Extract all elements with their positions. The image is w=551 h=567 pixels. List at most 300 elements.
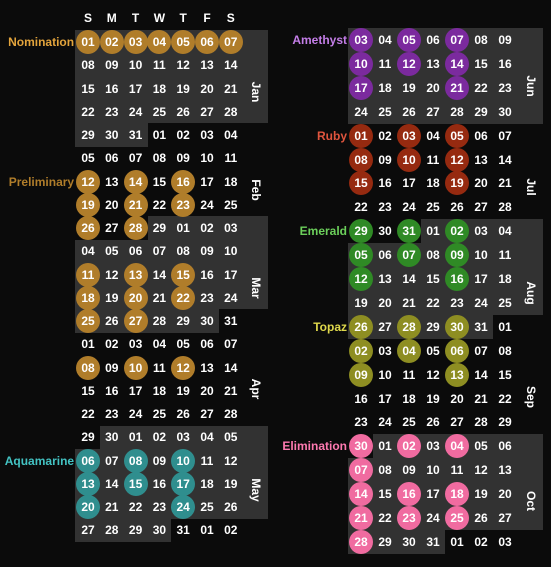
day-cell: 19 <box>354 295 368 310</box>
day-cell: 02 <box>378 128 392 143</box>
day-cell: 29 <box>81 430 95 445</box>
day-cell: 03 <box>124 30 148 54</box>
day-cell: 20 <box>200 81 214 96</box>
day-cell: 20 <box>76 495 100 519</box>
day-cell: 22 <box>81 407 95 421</box>
day-cell: 24 <box>378 415 392 430</box>
day-cell: 28 <box>152 314 167 328</box>
day-cell: 06 <box>474 128 488 143</box>
day-cell: 22 <box>426 295 440 310</box>
day-cell: 13 <box>200 360 214 375</box>
day-cell: 13 <box>445 363 469 387</box>
day-cell: 16 <box>445 267 469 291</box>
day-cell: 10 <box>397 148 421 172</box>
day-cell: 27 <box>378 319 392 334</box>
day-cell: 18 <box>445 482 469 506</box>
weekday-header: S <box>226 11 235 25</box>
day-cell: 26 <box>76 216 100 240</box>
day-cell: 09 <box>378 152 392 167</box>
day-cell: 24 <box>402 200 416 215</box>
event-label-preliminary: Preliminary <box>8 174 75 189</box>
day-cell: 13 <box>426 56 440 71</box>
weekday-header: M <box>106 11 117 25</box>
day-cell: 04 <box>200 430 214 445</box>
day-cell: 30 <box>200 314 214 328</box>
day-cell: 04 <box>81 244 95 259</box>
day-cell: 09 <box>176 151 190 166</box>
day-cell: 12 <box>76 170 100 194</box>
day-cell: 27 <box>81 523 95 538</box>
day-cell: 26 <box>426 415 440 430</box>
day-cell: 15 <box>81 383 95 398</box>
day-cell: 23 <box>450 295 464 310</box>
day-cell: 19 <box>402 80 416 95</box>
day-cell: 14 <box>474 367 488 382</box>
day-cell: 29 <box>498 415 512 430</box>
day-cell: 28 <box>224 407 238 421</box>
day-cell: 25 <box>76 309 100 333</box>
day-cell: 05 <box>171 30 195 54</box>
day-cell: 12 <box>349 267 373 291</box>
day-cell: 03 <box>176 430 190 445</box>
day-cell: 11 <box>76 263 100 287</box>
day-cell: 11 <box>224 151 238 166</box>
day-cell: 10 <box>378 367 392 382</box>
day-cell: 06 <box>105 151 119 166</box>
day-cell: 18 <box>152 81 167 96</box>
day-cell: 21 <box>474 391 488 406</box>
day-cell: 24 <box>200 197 214 212</box>
day-cell: 18 <box>378 80 392 95</box>
day-cell: 08 <box>76 356 100 380</box>
day-cell: 31 <box>397 219 421 243</box>
event-label-emerald: Emerald <box>299 224 347 239</box>
day-cell: 01 <box>200 523 214 538</box>
day-cell: 06 <box>200 337 214 352</box>
day-cell: 22 <box>128 500 143 514</box>
day-cell: 11 <box>426 152 440 167</box>
day-cell: 21 <box>498 176 512 191</box>
day-cell: 10 <box>349 52 373 76</box>
day-cell: 09 <box>152 453 167 468</box>
day-cell: 19 <box>445 171 469 195</box>
day-cell: 14 <box>498 152 512 167</box>
day-cell: 21 <box>402 295 416 310</box>
day-cell: 06 <box>378 248 392 263</box>
day-cell: 30 <box>402 534 416 549</box>
month-label-feb: Feb <box>249 179 263 201</box>
day-cell: 20 <box>200 383 214 398</box>
month-label-jul: Jul <box>524 178 538 196</box>
day-cell: 16 <box>378 176 392 191</box>
day-cell: 01 <box>349 124 373 148</box>
day-cell: 06 <box>76 449 100 473</box>
day-cell: 01 <box>498 319 512 334</box>
day-cell: 21 <box>124 193 148 217</box>
day-cell: 19 <box>224 476 238 491</box>
event-label-elimination: Elimination <box>282 439 347 454</box>
day-cell: 28 <box>397 315 421 339</box>
day-cell: 05 <box>349 243 373 267</box>
day-cell: 18 <box>426 176 440 191</box>
day-cell: 14 <box>224 360 238 375</box>
day-cell: 02 <box>200 221 214 235</box>
day-cell: 26 <box>105 314 119 328</box>
day-cell: 25 <box>426 200 440 215</box>
day-cell: 09 <box>105 58 119 73</box>
day-cell: 15 <box>349 171 373 195</box>
day-cell: 04 <box>445 434 469 458</box>
day-cell: 07 <box>445 28 469 52</box>
day-cell: 15 <box>474 56 488 71</box>
month-label-jan: Jan <box>249 81 263 103</box>
day-cell: 02 <box>105 337 119 352</box>
day-cell: 14 <box>445 52 469 76</box>
day-cell: 14 <box>349 482 373 506</box>
day-cell: 07 <box>474 343 488 358</box>
day-cell: 03 <box>397 124 421 148</box>
day-cell: 15 <box>152 174 167 189</box>
day-cell: 01 <box>450 534 464 549</box>
day-cell: 07 <box>397 243 421 267</box>
day-cell: 20 <box>378 295 392 310</box>
day-cell: 21 <box>105 500 119 514</box>
day-cell: 07 <box>498 128 512 143</box>
day-cell: 08 <box>81 58 95 73</box>
day-cell: 30 <box>105 430 119 445</box>
day-cell: 18 <box>152 383 167 398</box>
day-cell: 19 <box>76 193 100 217</box>
day-cell: 17 <box>128 383 143 398</box>
day-cell: 26 <box>450 200 464 215</box>
event-label-nomination: Nomination <box>8 35 75 49</box>
day-cell: 14 <box>105 476 119 491</box>
day-cell: 14 <box>224 58 238 73</box>
day-cell: 09 <box>200 244 214 259</box>
day-cell: 23 <box>105 104 119 119</box>
day-cell: 10 <box>128 58 143 73</box>
day-cell: 28 <box>450 104 464 119</box>
day-cell: 04 <box>498 224 512 239</box>
day-cell: 29 <box>426 319 440 334</box>
day-cell: 02 <box>397 434 421 458</box>
day-cell: 17 <box>402 176 416 191</box>
day-cell: 08 <box>152 151 167 166</box>
day-cell: 02 <box>349 339 373 363</box>
day-cell: 20 <box>124 286 148 310</box>
day-cell: 30 <box>445 315 469 339</box>
weekday-header: T <box>179 11 187 25</box>
day-cell: 08 <box>124 449 148 473</box>
day-cell: 21 <box>152 290 167 305</box>
day-cell: 17 <box>200 174 214 189</box>
day-cell: 28 <box>498 200 512 215</box>
day-cell: 07 <box>105 453 119 468</box>
day-cell: 29 <box>128 523 143 538</box>
month-label-apr: Apr <box>249 378 263 400</box>
day-cell: 16 <box>354 391 368 406</box>
day-cell: 09 <box>105 360 119 375</box>
day-cell: 09 <box>445 243 469 267</box>
day-cell: 13 <box>378 272 392 286</box>
day-cell: 21 <box>224 383 238 398</box>
day-cell: 17 <box>349 76 373 100</box>
day-cell: 23 <box>397 506 421 530</box>
day-cell: 01 <box>76 30 100 54</box>
day-cell: 28 <box>349 530 373 554</box>
day-cell: 17 <box>378 391 392 406</box>
day-cell: 15 <box>171 263 195 287</box>
event-label-aquamarine: Aquamarine <box>4 453 75 468</box>
day-cell: 11 <box>378 56 392 71</box>
day-cell: 16 <box>498 56 512 71</box>
day-cell: 24 <box>171 495 195 519</box>
day-cell: 13 <box>498 463 512 478</box>
day-cell: 14 <box>124 170 148 194</box>
day-cell: 23 <box>152 500 167 514</box>
day-cell: 15 <box>378 487 392 502</box>
day-cell: 22 <box>171 286 195 310</box>
day-cell: 02 <box>176 128 190 142</box>
day-cell: 16 <box>171 170 195 194</box>
day-cell: 22 <box>152 197 167 212</box>
day-cell: 15 <box>498 367 512 382</box>
day-cell: 22 <box>474 80 488 95</box>
day-cell: 31 <box>426 534 440 549</box>
day-cell: 20 <box>474 176 488 191</box>
day-cell: 10 <box>224 244 238 259</box>
day-cell: 12 <box>176 58 190 73</box>
month-label-jun: Jun <box>524 75 538 97</box>
day-cell: 07 <box>219 30 243 54</box>
day-cell: 27 <box>124 309 148 333</box>
day-cell: 26 <box>224 500 238 514</box>
day-cell: 21 <box>445 76 469 100</box>
day-cell: 22 <box>81 104 95 119</box>
weekday-header: F <box>203 11 211 25</box>
day-cell: 23 <box>498 80 512 95</box>
day-cell: 23 <box>171 193 195 217</box>
day-cell: 06 <box>498 439 512 454</box>
day-cell: 19 <box>176 81 190 96</box>
day-cell: 20 <box>105 197 119 212</box>
day-cell: 02 <box>474 534 488 549</box>
day-cell: 10 <box>474 248 488 263</box>
day-cell: 11 <box>450 463 464 478</box>
day-cell: 25 <box>200 500 214 514</box>
day-cell: 23 <box>354 415 368 430</box>
day-cell: 15 <box>81 81 95 96</box>
day-cell: 28 <box>224 104 238 119</box>
event-label-ruby: Ruby <box>317 128 347 143</box>
day-cell: 22 <box>378 511 392 525</box>
day-cell: 04 <box>426 128 440 143</box>
month-label-mar: Mar <box>249 277 263 299</box>
day-cell: 31 <box>128 128 143 142</box>
day-cell: 23 <box>200 290 214 305</box>
day-cell: 11 <box>153 360 166 375</box>
day-cell: 05 <box>105 244 119 259</box>
day-cell: 27 <box>200 104 214 119</box>
day-cell: 27 <box>426 104 440 119</box>
day-cell: 16 <box>397 482 421 506</box>
day-cell: 18 <box>498 272 512 286</box>
day-cell: 30 <box>378 224 392 239</box>
day-cell: 17 <box>224 267 238 282</box>
day-cell: 19 <box>176 383 190 398</box>
day-cell: 25 <box>445 506 469 530</box>
day-cell: 25 <box>498 295 512 310</box>
day-cell: 24 <box>128 407 143 421</box>
day-cell: 08 <box>474 33 488 47</box>
day-cell: 07 <box>224 337 238 352</box>
day-cell: 24 <box>224 290 238 305</box>
day-cell: 11 <box>402 367 416 382</box>
day-cell: 21 <box>224 81 238 96</box>
day-cell: 12 <box>426 367 440 382</box>
month-label-may: May <box>249 478 263 503</box>
day-cell: 03 <box>128 337 143 352</box>
day-cell: 12 <box>171 356 195 380</box>
day-cell: 05 <box>397 28 421 52</box>
day-cell: 04 <box>147 30 171 54</box>
day-cell: 17 <box>171 472 195 496</box>
day-cell: 05 <box>474 439 488 454</box>
day-cell: 25 <box>402 415 416 430</box>
day-cell: 24 <box>354 104 368 119</box>
day-cell: 02 <box>152 430 167 445</box>
day-cell: 31 <box>224 314 238 328</box>
day-cell: 18 <box>224 174 238 189</box>
day-cell: 30 <box>498 104 512 119</box>
day-cell: 06 <box>128 244 143 259</box>
day-cell: 25 <box>152 407 167 421</box>
day-cell: 28 <box>124 216 148 240</box>
day-cell: 17 <box>128 81 143 96</box>
day-cell: 30 <box>105 128 119 142</box>
day-cell: 12 <box>397 52 421 76</box>
day-cell: 13 <box>105 174 119 189</box>
day-cell: 15 <box>426 272 440 286</box>
day-cell: 27 <box>450 415 464 430</box>
day-cell: 16 <box>152 476 167 491</box>
day-cell: 04 <box>378 33 392 47</box>
day-cell: 13 <box>474 152 488 167</box>
day-cell: 03 <box>349 28 373 52</box>
day-cell: 01 <box>152 128 167 142</box>
day-cell: 03 <box>224 221 238 235</box>
day-cell: 01 <box>176 221 190 235</box>
day-cell: 27 <box>105 221 119 235</box>
day-cell: 20 <box>426 80 440 95</box>
day-cell: 25 <box>152 104 167 119</box>
day-cell: 21 <box>349 506 373 530</box>
day-cell: 17 <box>426 487 440 502</box>
day-cell: 27 <box>200 407 214 421</box>
day-cell: 14 <box>402 272 416 286</box>
day-cell: 10 <box>171 449 195 473</box>
day-cell: 13 <box>124 263 148 287</box>
day-cell: 08 <box>426 248 440 263</box>
day-cell: 02 <box>224 523 238 538</box>
day-cell: 18 <box>200 476 214 491</box>
event-label-amethyst: Amethyst <box>292 33 347 47</box>
day-cell: 08 <box>176 244 190 259</box>
day-cell: 13 <box>200 58 214 73</box>
day-cell: 01 <box>128 430 143 445</box>
day-cell: 18 <box>76 286 100 310</box>
weekday-header: T <box>131 11 140 25</box>
day-cell: 24 <box>474 295 488 310</box>
event-label-topaz: Topaz <box>313 319 347 334</box>
day-cell: 12 <box>224 453 238 468</box>
day-cell: 08 <box>378 463 392 478</box>
day-cell: 15 <box>124 472 148 496</box>
day-cell: 05 <box>445 124 469 148</box>
day-cell: 01 <box>81 337 95 352</box>
day-cell: 31 <box>176 523 190 538</box>
day-cell: 09 <box>498 33 512 47</box>
day-cell: 12 <box>105 267 119 282</box>
day-cell: 05 <box>81 151 95 166</box>
day-cell: 13 <box>76 472 100 496</box>
day-cell: 06 <box>426 33 440 47</box>
day-cell: 28 <box>105 523 119 538</box>
day-cell: 23 <box>105 407 119 421</box>
day-cell: 29 <box>81 128 95 142</box>
day-cell: 05 <box>224 430 238 445</box>
day-cell: 05 <box>176 337 190 352</box>
day-cell: 28 <box>474 415 488 430</box>
day-cell: 04 <box>224 128 238 142</box>
day-cell: 03 <box>426 439 440 454</box>
month-label-oct: Oct <box>524 490 538 511</box>
day-cell: 07 <box>128 151 143 166</box>
day-cell: 23 <box>378 200 392 215</box>
day-cell: 08 <box>498 343 512 358</box>
day-cell: 02 <box>445 219 469 243</box>
day-cell: 17 <box>474 272 488 286</box>
day-cell: 26 <box>176 407 190 421</box>
day-cell: 26 <box>474 511 488 525</box>
weekday-header: W <box>153 11 166 25</box>
day-cell: 02 <box>100 30 124 54</box>
day-cell: 24 <box>426 511 440 525</box>
day-cell: 03 <box>200 128 214 142</box>
day-cell: 03 <box>498 534 512 549</box>
weekday-header: S <box>83 11 92 25</box>
day-cell: 01 <box>378 439 392 454</box>
day-cell: 11 <box>200 453 214 468</box>
day-cell: 20 <box>450 391 464 406</box>
day-cell: 31 <box>474 319 488 334</box>
day-cell: 06 <box>195 30 219 54</box>
day-cell: 14 <box>152 267 167 282</box>
day-cell: 09 <box>402 463 416 478</box>
day-cell: 29 <box>378 534 392 549</box>
day-cell: 10 <box>124 356 148 380</box>
day-cell: 09 <box>349 363 373 387</box>
day-cell: 26 <box>402 104 416 119</box>
day-cell: 12 <box>445 148 469 172</box>
day-cell: 11 <box>498 248 512 263</box>
day-cell: 16 <box>200 267 214 282</box>
day-cell: 05 <box>426 343 440 358</box>
day-cell: 27 <box>474 200 488 215</box>
day-cell: 04 <box>152 337 167 352</box>
day-cell: 29 <box>152 221 167 235</box>
day-cell: 24 <box>128 104 143 119</box>
